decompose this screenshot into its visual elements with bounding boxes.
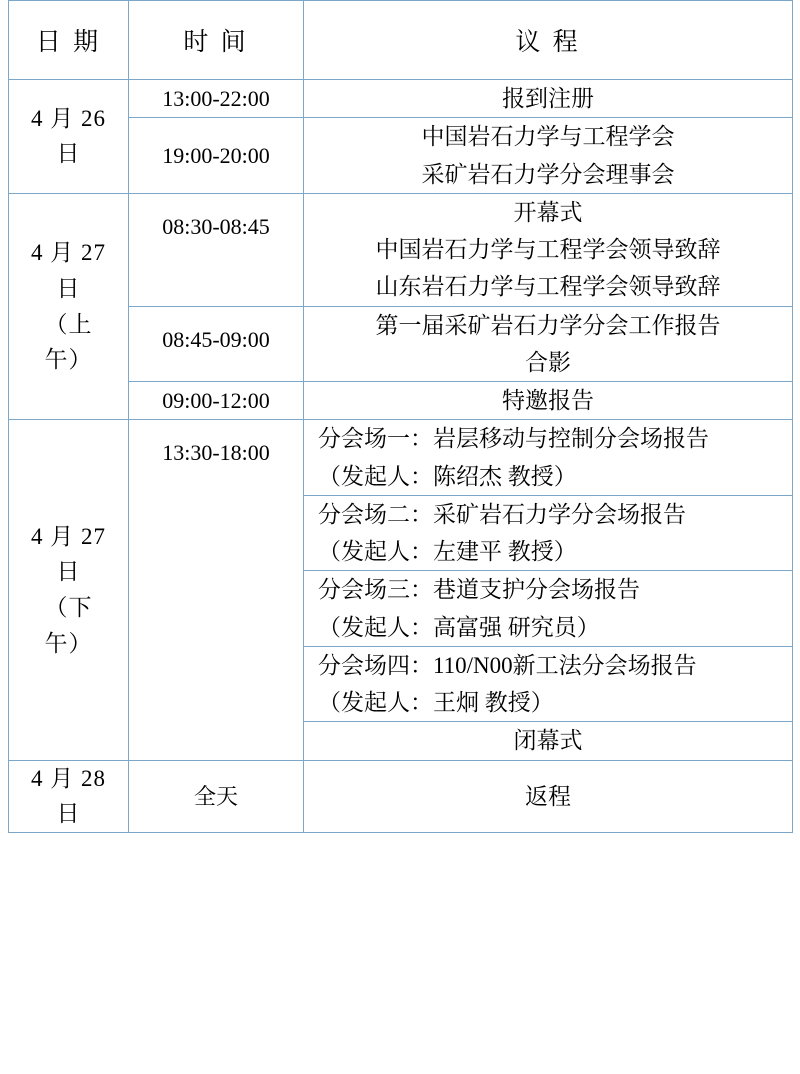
agenda-cell-6 (304, 420, 793, 496)
date-line-4: 午） (44, 630, 93, 656)
date-line-1: 4 月 28 (31, 765, 106, 791)
agenda-line: 特邀报告 (502, 388, 594, 413)
agenda-cell-11 (304, 760, 793, 832)
time-cell-3: 08:30-08:45 (129, 193, 304, 306)
agenda-line: 开幕式 (513, 199, 583, 225)
agenda-cell-10 (304, 722, 793, 760)
agenda-cell-9 (304, 646, 793, 722)
agenda-line: （发起人：陈绍杰 教授） (318, 463, 577, 489)
agenda-cell-4 (304, 306, 793, 382)
agenda-cell-7 (304, 495, 793, 571)
agenda-cell-3 (304, 193, 793, 306)
agenda-line: 报到注册 (502, 86, 594, 111)
agenda-line: 中国岩石力学与工程学会领导致辞 (375, 237, 721, 262)
agenda-table (8, 0, 793, 833)
agenda-line: （发起人：王炯 教授） (318, 690, 554, 715)
agenda-cell-1 (304, 80, 793, 118)
agenda-line: 闭幕式 (513, 728, 583, 754)
table-row (9, 80, 793, 118)
table-row (9, 193, 793, 306)
time-cell-4: 08:45-09:00 (129, 306, 304, 382)
date-cell-april27-morning (9, 193, 129, 420)
agenda-line: （发起人：高富强 研究员） (318, 614, 600, 640)
agenda-line: 山东岩石力学与工程学会领导致辞 (375, 274, 721, 300)
agenda-line: 分会场二：采矿岩石力学分会场报告 (318, 501, 686, 527)
column-header-agenda: 议 程 (304, 1, 793, 80)
date-line-4: 午） (44, 347, 93, 373)
agenda-cell-8 (304, 571, 793, 647)
agenda-line: 分会场四：110/N00新工法分会场报告 (318, 652, 697, 678)
date-cell-april28 (9, 760, 129, 832)
table-row (9, 420, 793, 496)
date-line-2: 日 (56, 559, 81, 585)
column-header-date: 日 期 (9, 1, 129, 80)
date-cell-april27-afternoon (9, 420, 129, 760)
table-header-row (9, 1, 793, 80)
time-cell-7: 全天 (129, 760, 304, 832)
agenda-line: （发起人：左建平 教授） (318, 539, 577, 564)
agenda-line: 返程 (525, 783, 571, 809)
date-line-2: 日 (56, 141, 81, 167)
date-line-3: （下 (44, 594, 93, 620)
date-line-2: 日 (56, 801, 81, 827)
time-cell-2: 19:00-20:00 (129, 118, 304, 194)
date-line-1: 4 月 27 (31, 523, 106, 549)
agenda-cell-5 (304, 382, 793, 420)
agenda-cell-2 (304, 118, 793, 194)
time-cell-1: 13:00-22:00 (129, 80, 304, 118)
agenda-line: 分会场一：岩层移动与控制分会场报告 (318, 426, 709, 452)
time-cell-5: 09:00-12:00 (129, 382, 304, 420)
date-line-1: 4 月 27 (31, 240, 106, 266)
date-line-2: 日 (56, 275, 81, 301)
agenda-line: 中国岩石力学与工程学会 (421, 124, 675, 150)
date-line-3: （上 (44, 311, 93, 337)
column-header-time: 时 间 (129, 1, 304, 80)
date-line-1: 4 月 26 (31, 105, 106, 131)
time-cell-6: 13:30-18:00 (129, 420, 304, 760)
date-cell-april26 (9, 80, 129, 194)
table-row (9, 760, 793, 832)
agenda-line: 第一届采矿岩石力学分会工作报告 (375, 312, 721, 338)
agenda-line: 采矿岩石力学分会理事会 (421, 161, 675, 187)
agenda-line: 分会场三：巷道支护分会场报告 (318, 577, 640, 603)
agenda-line: 合影 (525, 349, 571, 375)
